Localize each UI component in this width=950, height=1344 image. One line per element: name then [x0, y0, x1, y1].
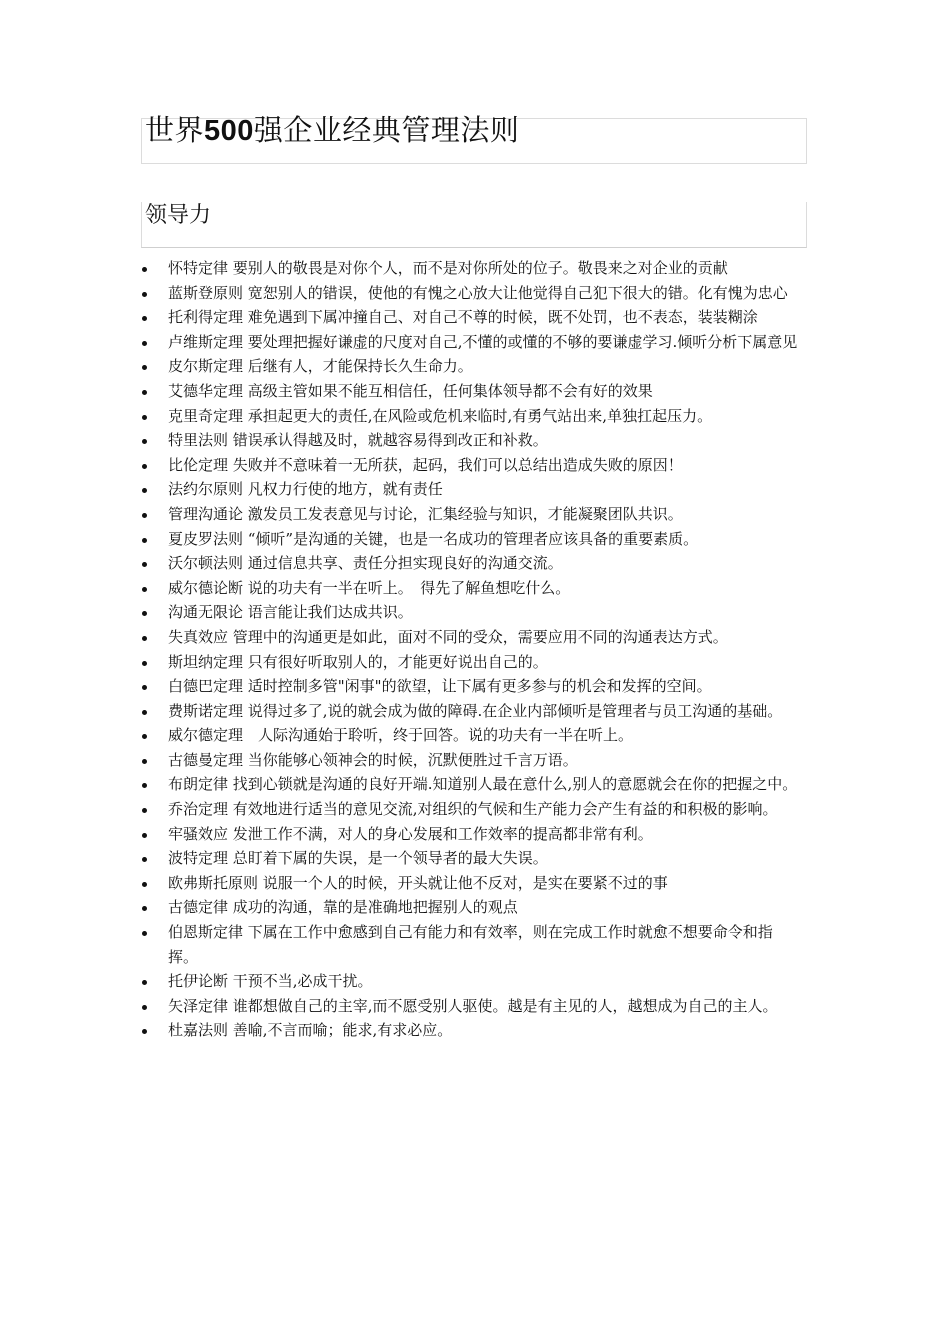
list-item: [168, 1018, 798, 1043]
list-item-text: 艾德华定理 高级主管如果不能互相信任，任何集体领导都不会有好的效果: [168, 381, 653, 400]
bullet-icon: [142, 365, 147, 370]
list-item: [168, 650, 798, 675]
bullet-icon: [142, 587, 147, 592]
list-item: [168, 576, 798, 601]
list-item-text: 波特定理 总盯着下属的失误，是一个领导者的最大失误。: [168, 849, 548, 868]
bullet-icon: [142, 464, 147, 469]
bullet-icon: [142, 857, 147, 862]
list-item: [168, 330, 798, 355]
bullet-icon: [142, 267, 147, 272]
bullet-icon: [142, 710, 147, 715]
list-item-text: 威尔德定理 人际沟通始于聆听，终于回答。说的功夫有一半在听上。: [168, 726, 634, 745]
bullet-icon: [142, 513, 147, 518]
list-item: [168, 895, 798, 920]
list-item-text: 蓝斯登原则 宽恕别人的错误，使他的有愧之心放大让他觉得自己犯下很大的错。化有愧为忠心: [168, 283, 788, 302]
bullet-icon: [142, 808, 147, 813]
bullet-icon: [142, 341, 147, 346]
bullet-icon: [142, 636, 147, 641]
list-item-text: 白德巴定理 适时控制多管"闲事"的欲望，让下属有更多参与的机会和发挥的空间。: [168, 677, 712, 696]
list-item: [168, 453, 798, 478]
list-item: [168, 674, 798, 699]
list-item: [168, 256, 798, 281]
bullet-icon: [142, 661, 147, 666]
list-item-text: 比伦定理 失败并不意味着一无所获，起码，我们可以总结出造成失败的原因！: [168, 455, 683, 474]
list-item-text: 威尔德论断 说的功夫有一半在听上。 得先了解鱼想吃什么。: [168, 578, 571, 597]
list-item-text: 托利得定理 难免遇到下属冲撞自己、对自己不尊的时候，既不处罚，也不表态，装装糊涂: [168, 308, 758, 327]
list-item: [168, 600, 798, 625]
bullet-icon: [142, 439, 147, 444]
rule-list: [168, 256, 798, 1043]
list-item-text: 古德定律 成功的沟通，靠的是准确地把握别人的观点: [168, 898, 518, 917]
list-item-text: 夏皮罗法则 “倾听”是沟通的关键，也是一名成功的管理者应该具备的重要素质。: [168, 529, 699, 548]
bullet-icon: [142, 1005, 147, 1010]
bullet-icon: [142, 1029, 147, 1034]
bullet-icon: [142, 734, 147, 739]
bullet-icon: [142, 316, 147, 321]
list-item-text: 失真效应 管理中的沟通更是如此，面对不同的受众，需要应用不同的沟通表达方式。: [168, 627, 728, 646]
list-item-text: 费斯诺定理 说得过多了,说的就会成为做的障碍.在企业内部倾听是管理者与员工沟通的基础。: [168, 701, 783, 720]
list-item-text: 皮尔斯定理 后继有人，才能保持长久生命力。: [168, 357, 473, 376]
bullet-icon: [142, 931, 147, 936]
list-item-text: 牢骚效应 发泄工作不满，对人的身心发展和工作效率的提高都非常有利。: [168, 824, 653, 843]
list-item: [168, 551, 798, 576]
list-item-text: 布朗定律 找到心锁就是沟通的良好开端.知道别人最在意什么,别人的意愿就会在你的把握之中。: [168, 775, 798, 794]
list-item: [168, 822, 798, 847]
list-item-text: 沟通无限论 语言能让我们达成共识。: [168, 603, 413, 622]
list-item: [168, 699, 798, 724]
title-suffix: 强企业经典管理法则: [253, 113, 520, 147]
bullet-icon: [142, 488, 147, 493]
list-item-text: 欧弗斯托原则 说服一个人的时候，开头就让他不反对，是实在要紧不过的事: [168, 873, 668, 892]
list-item-text: 矢泽定律 谁都想做自己的主宰,而不愿受别人驱使。越是有主见的人，越想成为自己的主人。: [168, 996, 778, 1015]
bullet-icon: [142, 833, 147, 838]
list-item-text: 卢维斯定理 要处理把握好谦虚的尺度对自己,不懂的或懂的不够的要谦虚学习.倾听分析下属意见: [168, 332, 798, 351]
list-item-text: 乔治定理 有效地进行适当的意见交流,对组织的气候和生产能力会产生有益的和积极的影响。: [168, 800, 778, 819]
list-item: [168, 477, 798, 502]
list-item-text: 古德曼定理 当你能够心领神会的时候，沉默便胜过千言万语。: [168, 750, 578, 769]
list-item: [168, 723, 798, 748]
section-box: [141, 202, 807, 248]
list-item: [168, 846, 798, 871]
title-prefix: 世界: [145, 113, 205, 147]
list-item: [168, 920, 798, 969]
list-item-text: 怀特定律 要别人的敬畏是对你个人，而不是对你所处的位子。敬畏来之对企业的贡献: [168, 259, 728, 277]
list-item: [168, 748, 798, 773]
list-item: [168, 994, 798, 1019]
bullet-icon: [142, 611, 147, 616]
page-title: [145, 110, 519, 151]
bullet-icon: [142, 685, 147, 690]
list-item-text: 杜嘉法则 善喻,不言而喻；能求,有求必应。: [168, 1021, 453, 1040]
list-item: [168, 871, 798, 896]
bullet-icon: [142, 783, 147, 788]
list-item-text: 克里奇定理 承担起更大的责任,在风险或危机来临时,有勇气站出来,单独扛起压力。: [168, 406, 713, 425]
bullet-icon: [142, 292, 147, 297]
bullet-icon: [142, 538, 147, 543]
list-item-text: 特里法则 错误承认得越及时，就越容易得到改正和补救。: [168, 431, 548, 450]
list-item-text: 托伊论断 干预不当,必成干扰。: [168, 972, 373, 991]
list-item: [168, 527, 798, 552]
list-item: [168, 625, 798, 650]
bullet-icon: [142, 980, 147, 985]
list-item-text: 法约尔原则 凡权力行使的地方，就有责任: [168, 480, 443, 499]
list-item: [168, 354, 798, 379]
list-item: [168, 502, 798, 527]
title-number: 500: [204, 115, 254, 147]
list-item-text: 斯坦纳定理 只有很好听取别人的，才能更好说出自己的。: [168, 652, 548, 671]
list-item-text: 管理沟通论 激发员工发表意见与讨论，汇集经验与知识，才能凝聚团队共识。: [168, 504, 683, 523]
bullet-icon: [142, 759, 147, 764]
list-item: [168, 404, 798, 429]
list-item: [168, 281, 798, 306]
section-title: 领导力: [145, 203, 212, 228]
list-item: [168, 797, 798, 822]
list-item: [168, 969, 798, 994]
bullet-icon: [142, 390, 147, 395]
list-item-text: 伯恩斯定律 下属在工作中愈感到自己有能力和有效率，则在完成工作时就愈不想要命令和指挥。: [168, 923, 773, 966]
bullet-icon: [142, 415, 147, 420]
bullet-icon: [142, 562, 147, 567]
list-item: [168, 772, 798, 797]
bullet-icon: [142, 882, 147, 887]
list-item-text: 沃尔顿法则 通过信息共享、责任分担实现良好的沟通交流。: [168, 554, 563, 573]
list-item: [168, 428, 798, 453]
list-item: [168, 305, 798, 330]
list-item: [168, 379, 798, 404]
bullet-icon: [142, 906, 147, 911]
